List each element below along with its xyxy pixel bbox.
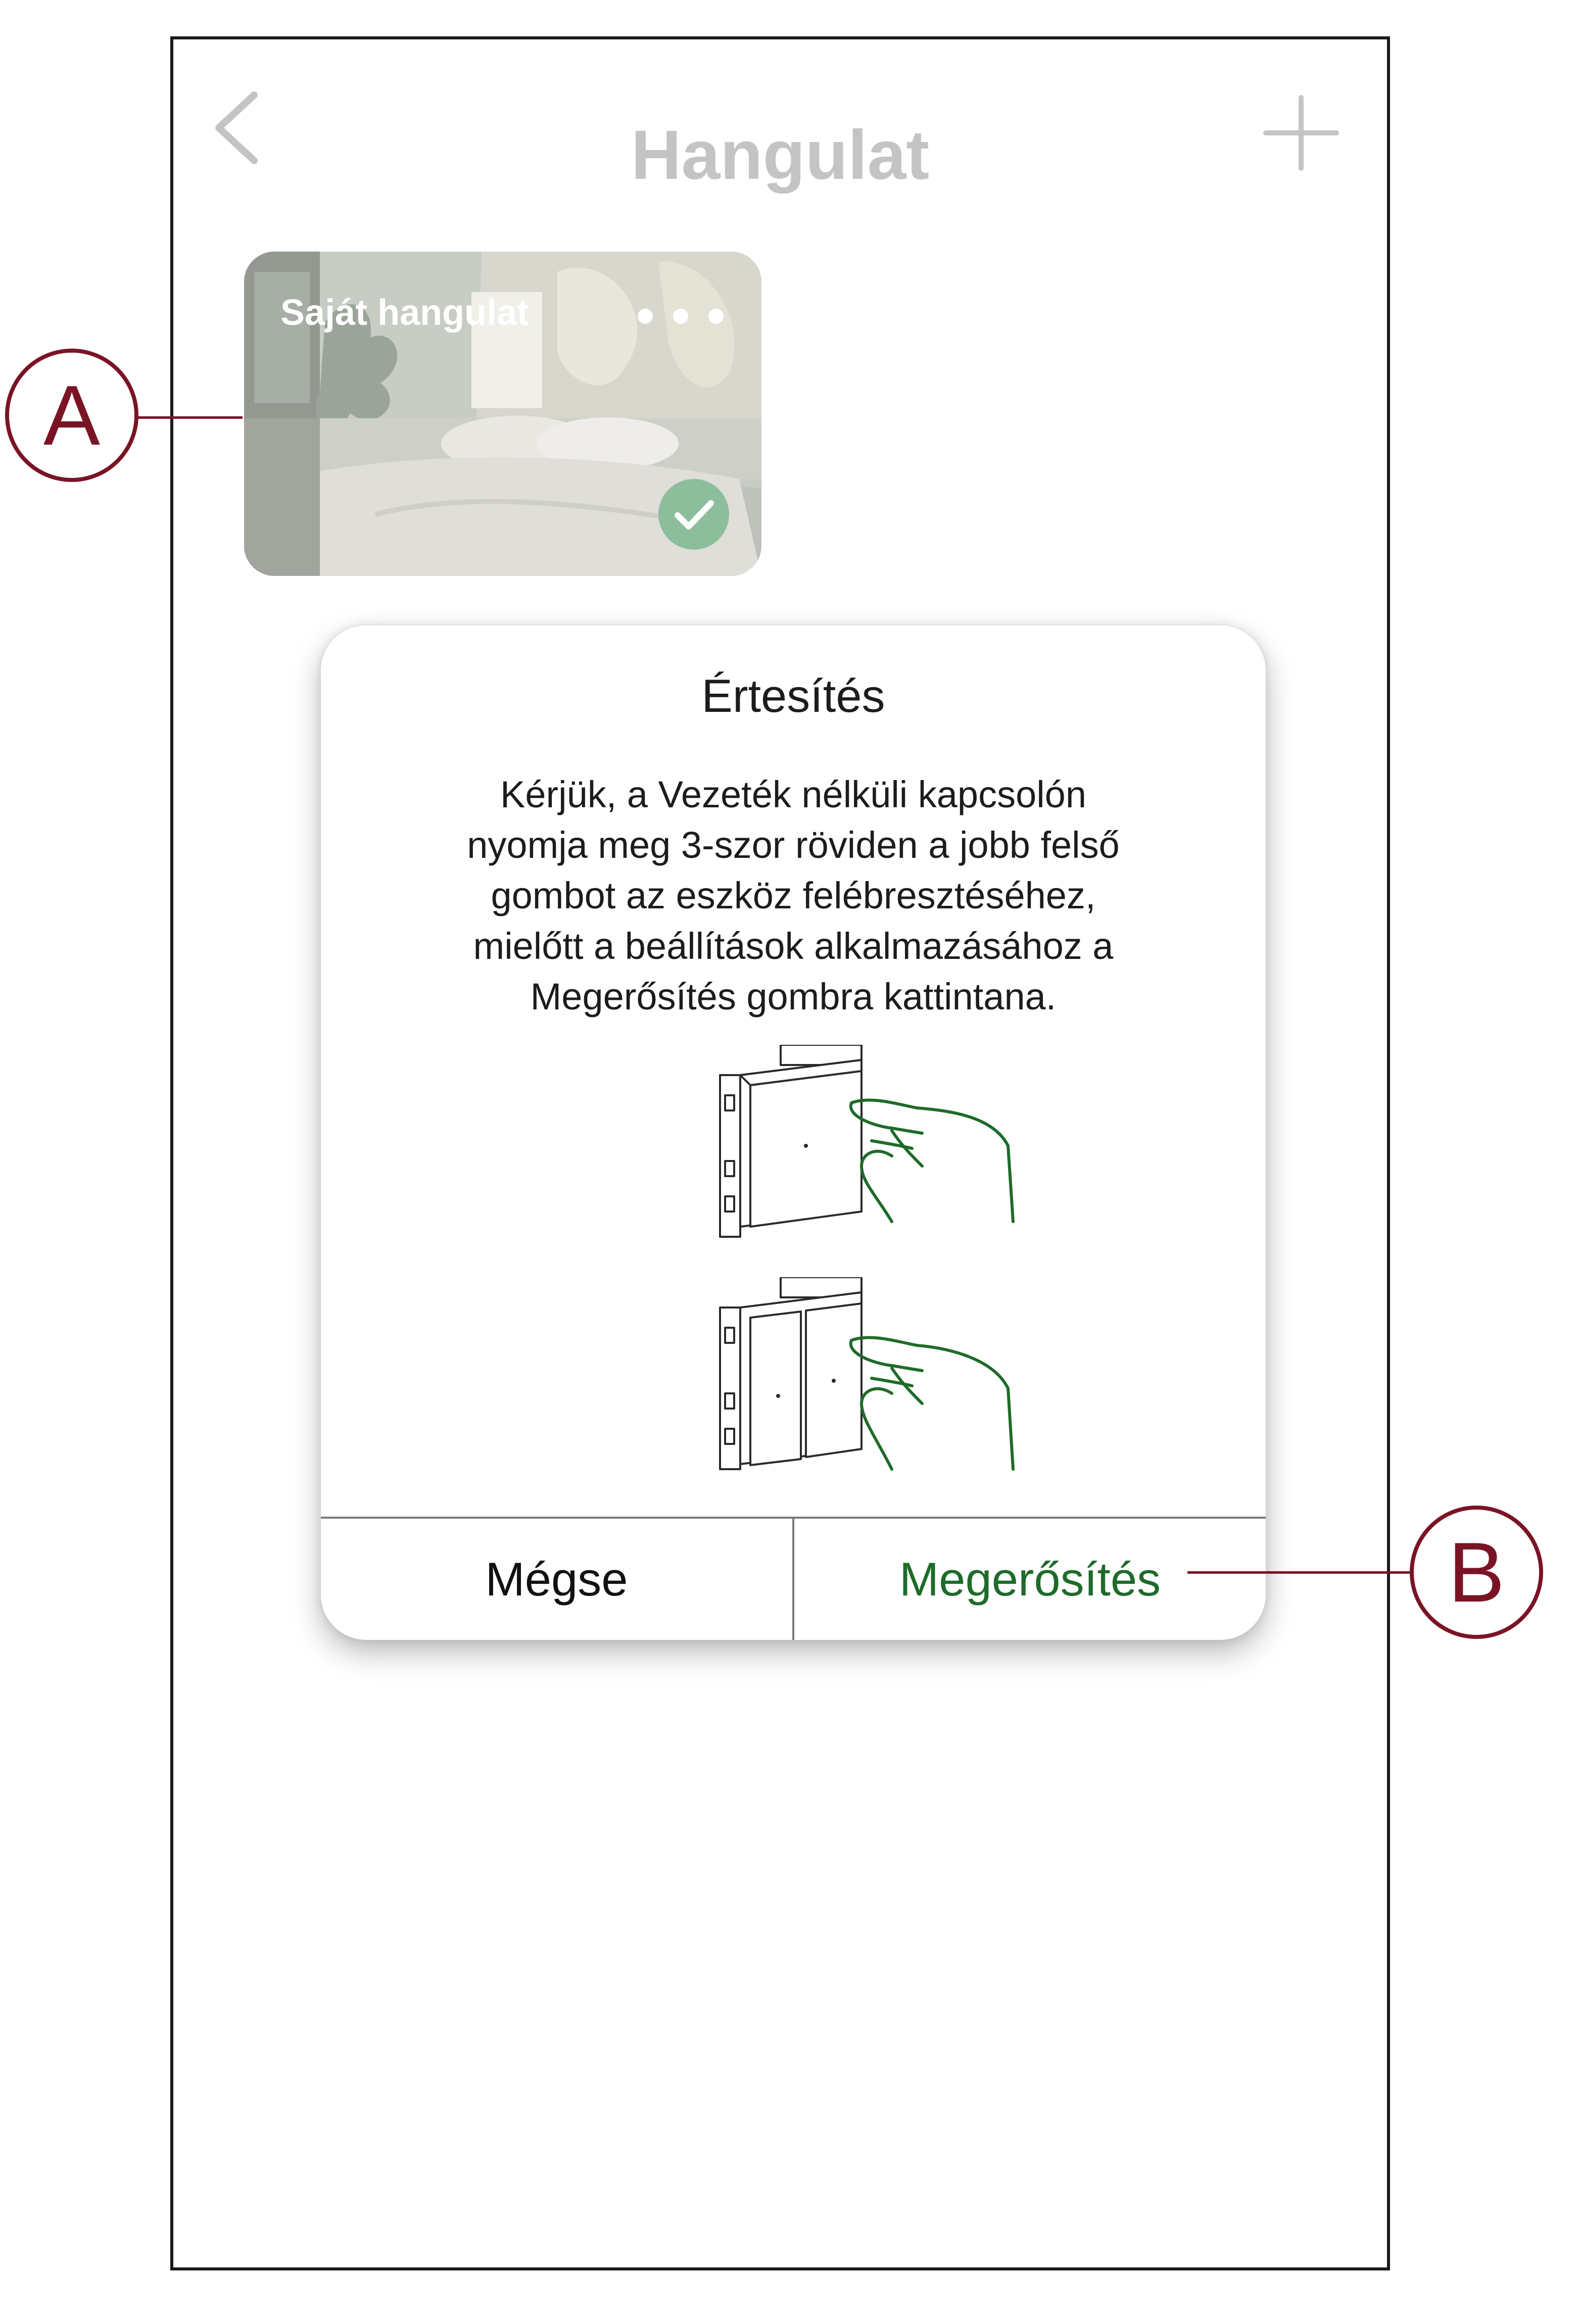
- dialog-message-line: nyomja meg 3-szor röviden a jobb felső: [467, 824, 1120, 866]
- dialog-title: Értesítés: [701, 670, 885, 722]
- single-switch-press-illustration: [710, 1045, 1023, 1257]
- scene-card[interactable]: [244, 252, 761, 576]
- callout-a: A: [5, 349, 138, 482]
- app-header: [173, 39, 1387, 194]
- double-switch-press-illustration: [710, 1277, 1023, 1499]
- confirm-button[interactable]: Megerősítés: [899, 1553, 1161, 1606]
- dialog-message: [381, 769, 1205, 1022]
- callout-b: B: [1410, 1506, 1543, 1639]
- dialog-message-line: gombot az eszköz felébresztéséhez,: [491, 875, 1096, 916]
- dialog-message-line: Megerősítés gombra kattintana.: [530, 976, 1057, 1018]
- phone-screen: [170, 36, 1390, 2270]
- dialog-message-line: mielőtt a beállítások alkalmazásához a: [473, 925, 1114, 967]
- page-title: Hangulat: [631, 116, 930, 194]
- callout-b-line: [1187, 1571, 1410, 1574]
- scene-name: Saját hangulat: [280, 293, 530, 333]
- plus-icon[interactable]: [1263, 95, 1339, 171]
- notification-dialog: [321, 625, 1266, 1640]
- dialog-actions: [321, 1517, 1266, 1640]
- dialog-message-line: Kérjük, a Vezeték nélküli kapcsolón: [500, 773, 1086, 815]
- check-circle-icon: [658, 479, 729, 550]
- cancel-button[interactable]: Mégse: [321, 1519, 794, 1640]
- more-horizontal-icon[interactable]: [635, 306, 726, 326]
- callout-a-line: [136, 416, 243, 419]
